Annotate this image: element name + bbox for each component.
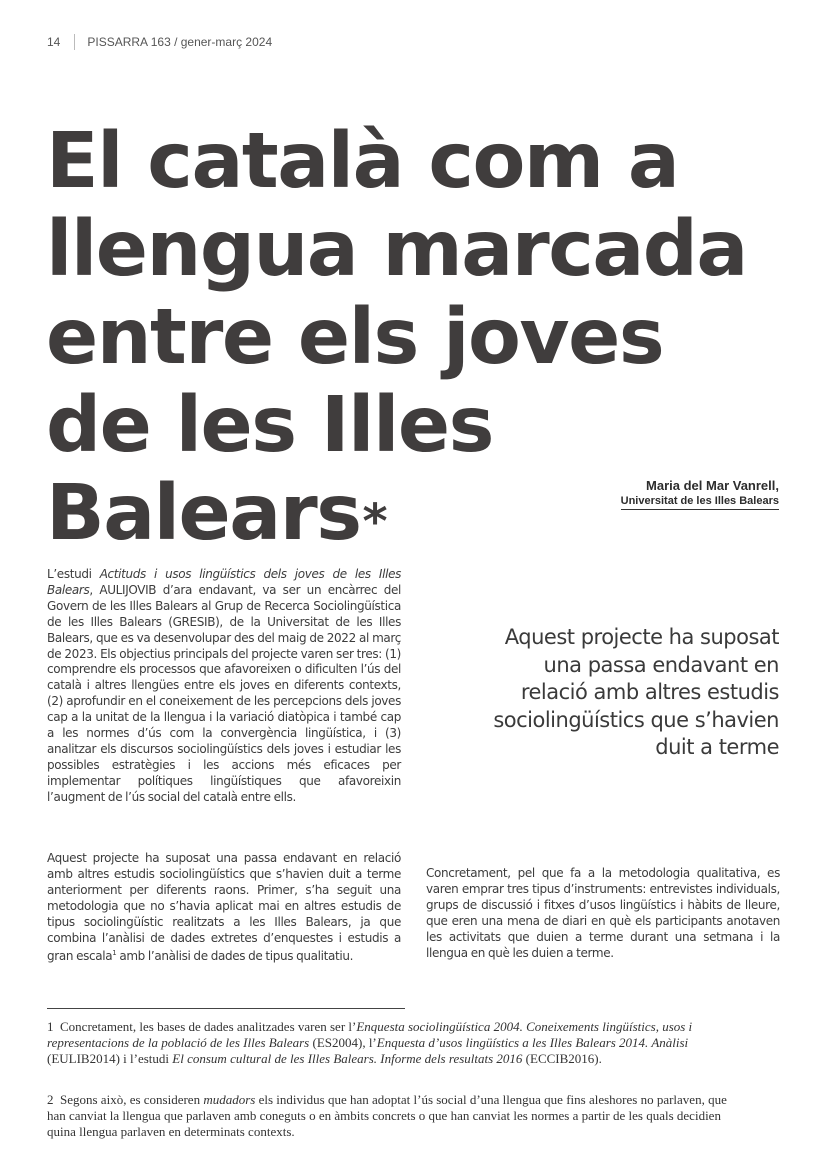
text-run: , AULIJOVIB d’ara endavant, va ser un encàrrec del Govern de les Illes Balears al Grup de Recerca Sociolingüística de les Illes Balears (GRESIB), de la Universitat de les Illes Balears, que es va desenvolupar des del maig de 2022 al març de 2023. Els objectius principals del projecte varen ser tres: (1) comprendre els processos que afavoreixen o dificulten l’ús del català i altres llengües entre els joves en diferents contexts, (2) aprofundir en el coneixement de les percepcions dels joves cap a la unitat de la llengua i la variació diatòpica i també cap a les normes d’ús com la convergència lingüística, i (3) analitzar els discursos sociolingüístics dels joves i estudiar les possibles estratègies i les accions més eficaces per implementar polítiques lingüístiques que afavoreixin l’augment de l’ús social del català entre ells. — [47, 582, 401, 804]
title-footnote-mark: * — [362, 494, 387, 550]
text-run: Aquest projecte ha suposat una passa endavant en relació amb altres estudis sociolingüístics que s’havien duit a terme anteriorment per diferents raons. Primer, s’ha seguit una metodologia que no s’havia aplicat mai en altres estudis de tipus sociolingüístic realitzats a les Illes Balears, ja que combina l’anàlisi de dades extretes d’enquestes i estudis a gran escala — [47, 851, 401, 964]
publication-info: PISSARRA 163 / gener-març 2024 — [87, 35, 273, 49]
footnote-ref[interactable]: 1 — [112, 949, 117, 958]
pull-quote: Aquest projecte ha suposat una passa endavant en relació amb altres estudis sociolingüístics que s’havien duit a terme — [493, 625, 779, 759]
running-header — [47, 34, 272, 50]
footnote-number: 1 — [47, 1019, 54, 1034]
author-name: Maria del Mar Vanrell, — [646, 478, 779, 493]
cited-title: Enquesta sociolingüística 2004. Coneixements lingüístics, usos i representacions de la població de les Illes Balears — [47, 1019, 693, 1050]
text-run: (ES2004), l’ — [309, 1035, 377, 1050]
text-run: amb l’anàlisi de dades de tipus qualitatiu. — [116, 949, 354, 964]
article-title-text: El català com a llengua marcada entre els joves de les Illes Balears — [46, 117, 747, 558]
author-affiliation: Universitat de les Illes Balears — [621, 494, 779, 510]
footnote-number: 2 — [47, 1092, 54, 1107]
text-run: Segons això, es consideren — [60, 1092, 204, 1107]
page-number: 14 — [47, 34, 75, 50]
body-paragraph-3: Concretament, pel que fa a la metodologia qualitativa, es varen emprar tres tipus d’instruments: entrevistes individuals, grups de discussió i fitxes d’usos lingüístics i hàbits de lleure, que eren una mena de diari en què els participants anotaven les activitats que duien a terme durant una setmana i la llengua en què les duien a terme. — [426, 866, 780, 960]
text-run: els individus que han adoptat l’ús social d’una llengua que fins aleshores no parlaven, que han canviat la llengua que parlaven amb coneguts o en àmbits concrets o que han canviat les normes a partir de les quals decidien quina llengua parlaven en determinats contexts. — [47, 1092, 727, 1139]
body-paragraph-1 — [47, 567, 401, 806]
text-run: L’estudi — [47, 567, 100, 581]
body-paragraph-2 — [47, 851, 401, 965]
cited-title: El consum cultural de les Illes Balears. Informe dels resultats 2016 — [172, 1051, 523, 1066]
footnote-2 — [47, 1092, 747, 1140]
footnote-divider — [47, 1008, 405, 1009]
text-run: Concretament, les bases de dades analitzades varen ser l’ — [60, 1019, 357, 1034]
footnote-1 — [47, 1019, 747, 1067]
defined-term: mudadors — [203, 1092, 256, 1107]
study-title: Actituds i usos lingüístics dels joves de les Illes Balears — [47, 567, 402, 597]
text-run: (ECCIB2016). — [522, 1051, 602, 1066]
cited-title: Enquesta d’usos lingüístics a les Illes Balears 2014. Anàlisi — [376, 1035, 689, 1050]
author-block — [621, 478, 779, 510]
text-run: (EULIB2014) i l’estudi — [47, 1051, 173, 1066]
